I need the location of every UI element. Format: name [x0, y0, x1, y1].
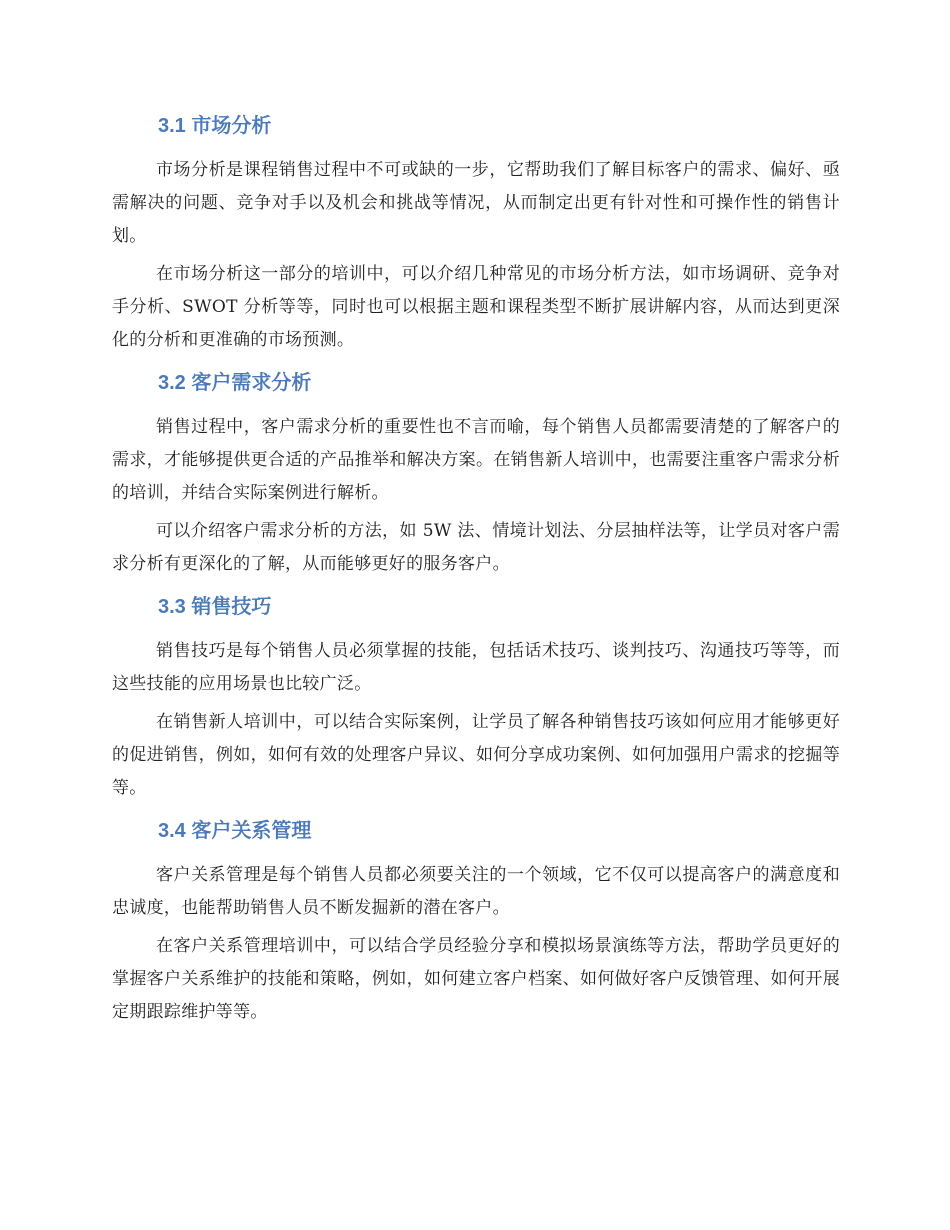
paragraph: 在销售新人培训中，可以结合实际案例，让学员了解各种销售技巧该如何应用才能够更好的促进销售，例如，如何有效的处理客户异议、如何分享成功案例、如何加强用户需求的挖掘等等。: [112, 712, 840, 798]
paragraph: 市场分析是课程销售过程中不可或缺的一步，它帮助我们了解目标客户的需求、偏好、亟需解决的问题、竞争对手以及机会和挑战等情况，从而制定出更有针对性和可操作性的销售计划。: [112, 160, 840, 246]
section-customer-needs-analysis: [112, 369, 840, 581]
document-page: [112, 100, 840, 1034]
paragraph: 销售过程中，客户需求分析的重要性也不言而喻，每个销售人员都需要清楚的了解客户的需求，才能够提供更合适的产品推举和解决方案。在销售新人培训中，也需要注重客户需求分析的培训，并结合实际案例进行解析。: [112, 417, 840, 503]
paragraph: 在客户关系管理培训中，可以结合学员经验分享和模拟场景演练等方法，帮助学员更好的掌握客户关系维护的技能和策略，例如，如何建立客户档案、如何做好客户反馈管理、如何开展定期跟踪维护等等。: [112, 936, 840, 1022]
section-customer-relationship-management: [112, 817, 840, 1029]
section-market-analysis: [112, 112, 840, 357]
section-heading: 3.4 客户关系管理: [158, 820, 312, 842]
section-heading: 3.1 市场分析: [158, 115, 272, 137]
paragraph: 客户关系管理是每个销售人员都必须要关注的一个领域，它不仅可以提高客户的满意度和忠诚度，也能帮助销售人员不断发掘新的潜在客户。: [112, 865, 840, 918]
section-heading: 3.2 客户需求分析: [158, 372, 312, 394]
paragraph: 销售技巧是每个销售人员必须掌握的技能，包括话术技巧、谈判技巧、沟通技巧等等，而这些技能的应用场景也比较广泛。: [112, 641, 840, 694]
section-heading: 3.3 销售技巧: [158, 596, 272, 618]
section-sales-skills: [112, 593, 840, 805]
paragraph: 可以介绍客户需求分析的方法，如 5W 法、情境计划法、分层抽样法等，让学员对客户需求分析有更深化的了解，从而能够更好的服务客户。: [112, 521, 840, 574]
paragraph: 在市场分析这一部分的培训中，可以介绍几种常见的市场分析方法，如市场调研、竞争对手分析、SWOT 分析等等，同时也可以根据主题和课程类型不断扩展讲解内容，从而达到更深化的分析和更准确的市场预测。: [112, 264, 840, 350]
